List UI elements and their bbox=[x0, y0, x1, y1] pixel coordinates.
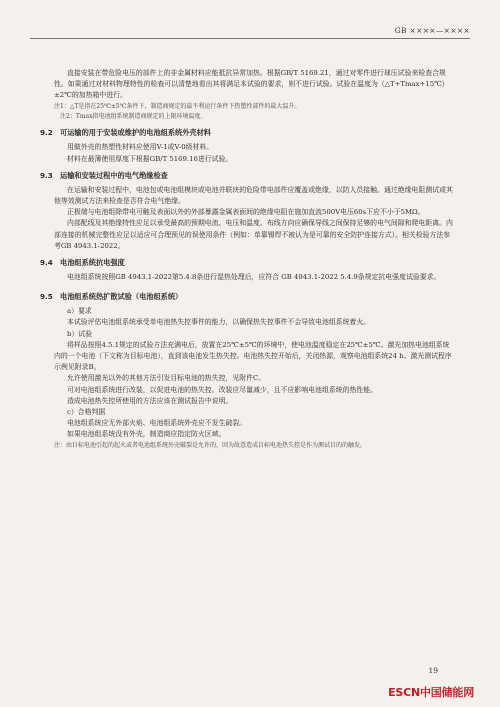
test-para-4: 造成电池热失控所使用的方法应该在测试报告中说明。 bbox=[67, 396, 233, 405]
section-9-3-para-2: 正极端与电池组除带电可触及表面以外的外部暴露金属表面间的绝缘电阻在施加直流500V电压60s下应不小于5MΩ。 bbox=[67, 208, 425, 217]
section-title: 运输和安装过程中的电气绝缘检查 bbox=[60, 170, 168, 180]
section-9-3-heading bbox=[40, 170, 454, 181]
section-number: 9.4 bbox=[40, 258, 53, 268]
section-9-4-para-1: 电池组系统按照GB 4943.1-2022第5.4.8条进行湿热处理后，应符合 GB 4943.1-2022 5.4.9条规定抗电强度试验要求。 bbox=[67, 273, 441, 282]
section-9-5-heading bbox=[40, 291, 454, 302]
test-para-3: 可对电池组系统进行改装，以促进电池的热失控。改装应尽量减少，且不应影响电池组系统的热性能。 bbox=[67, 385, 378, 394]
section-title: 可运输的用于安装或维护的电池组系统外壳材料 bbox=[60, 128, 211, 138]
section-number: 9.5 bbox=[40, 292, 53, 302]
section-number: 9.2 bbox=[40, 128, 53, 138]
section-9-2-para-1: 用做外壳的热塑性材料应使用V-1或V-0级材料。 bbox=[67, 143, 214, 152]
section-title: 电池组系统热扩散试验（电池组系统） bbox=[60, 292, 183, 302]
test-para-1: 将样品按照4.5.1规定的试验方法充满电后，放置在25℃±5℃的环境中，使电池温度稳定在25℃±5℃。激光加热电池组系统内的一个电池（下文称为目标电池），直到该电池发生热失控。电池热失控开始后，关闭热源，观察电池组系统24 h。激光测试程序示例见附录B。 bbox=[54, 340, 452, 372]
section-9-2-heading bbox=[40, 127, 454, 138]
test-label: b）试验 bbox=[67, 329, 93, 338]
criteria-para-2: 如果电池组系统没有外壳，制造商应指定防火区域。 bbox=[67, 430, 226, 439]
section-9-3-para-1: 在运输和安装过程中，电池包或电池组模块或电池并联块的危险带电部件应覆盖或绝缘，以防人员接触。通过绝缘电阻测试或其他等效测试方法来检查是否符合电气绝缘。 bbox=[54, 185, 453, 206]
standard-code-header: GB ××××—×××× bbox=[394, 26, 470, 35]
requirement-label: a）要求 bbox=[67, 307, 92, 316]
watermark-logo: ESCN中国储能网 bbox=[388, 686, 474, 699]
intro-paragraph: 直接安装在带危险电压的部件上的非金属材料应能抵抗异常加热。根据GB/T 5169.21，通过对零件进行球压试验来检查合规性。如果通过对材料物理特性的检查可以清楚地看出其将满足本试验的要求，则不进行试验。试验在温度为（△T+Tmax+15℃）±2℃的加热箱中进行。 bbox=[54, 69, 449, 100]
section-9-5-note: 注：由目标电池引起的起火或者电池组系统外壳破裂是允许的，因为故意造成目标电池热失控是作为测试目的的触发。 bbox=[54, 441, 367, 449]
criteria-label: c）合格判据 bbox=[67, 408, 106, 417]
section-title: 电池组系统抗电强度 bbox=[60, 258, 125, 268]
requirement-para: 本试验评估电池组系统承受单电池热失控事件的能力，以确保热失控事件不会导致电池组系统着火。 bbox=[67, 318, 371, 327]
note-2: 注2：Tmax指电池组系统制造商规定的上限环境温度。 bbox=[60, 113, 207, 121]
page-body bbox=[40, 68, 454, 451]
section-9-4-heading bbox=[40, 257, 454, 268]
section-9-3-para-3: 内部配线及其绝缘特性应足以承受最高的预期电流、电压和温度。布线方向应确保导线之间保持足够的电气间隙和爬电距离。内部连接的机械完整性应足以适应可合理预见的误使用条件（例如：单靠锡焊不被认为是可靠的安全防护连接方式）。相关检验方法参考GB 4943.1-2022。 bbox=[54, 219, 453, 250]
section-9-2-para-2: 材料在最薄使用厚度下根据GB/T 5169.16进行试验。 bbox=[67, 154, 233, 163]
criteria-para-1: 电池组系统应无外部火焰、电池组系统外壳应不发生破裂。 bbox=[67, 419, 247, 428]
header-rule bbox=[30, 38, 470, 39]
section-number: 9.3 bbox=[40, 170, 53, 180]
page-number: 19 bbox=[428, 666, 438, 675]
note-1: 注1：△T是指在25℃±5℃条件下，制造商规定的最不利运行条件下热塑性部件的最大温升。 bbox=[54, 102, 301, 110]
test-para-2: 允许使用激光以外的其他方法引发目标电池的热失控，见附件C。 bbox=[67, 374, 266, 383]
